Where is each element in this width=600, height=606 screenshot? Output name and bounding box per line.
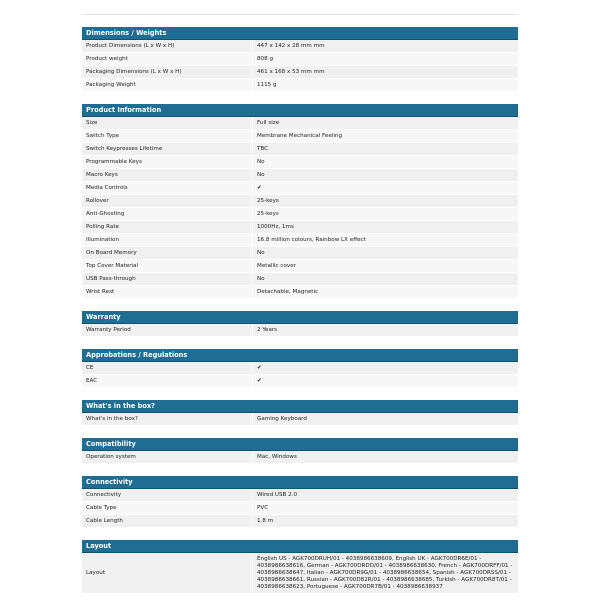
spec-label: Packaging Weight [86,81,136,88]
spec-value: PVC [252,502,518,514]
spec-value: Full size [252,117,518,129]
spec-label: Top Cover Material [86,262,139,269]
spec-row [82,130,518,143]
spec-value: 461 x 168 x 53 mm mm [252,66,518,78]
spec-label: Cable Type [86,504,117,511]
spec-row [82,182,518,195]
spec-label: Macro Keys [86,171,118,178]
spec-value: ✔ [252,375,518,387]
section-header: Compatibility [82,438,518,451]
spec-value: Gaming Keyboard [252,413,518,425]
spec-row [82,260,518,273]
spec-label: Illumination [86,236,119,243]
section-rows [82,40,518,92]
spec-value: English US - AGK700DRUH/01 - 4038986638609, English UK - AGK700DR6E/01 - 4038986638616, German - AGK700DRDD/01 - 4038986638630, French - AGK700DRFF/01 - 4038986638647, Italian - AGK700DR9G/01 - 4038986638654, Spanish - AGK700DRSS/01 - 4038986638661, Russian - AGK700D82R/01 - 4038986638685, Turkish - AGK700DR8T/01 - 4038986638623, Portuguese - AGK700DR7B/01 - 4038986638937 [252,553,518,593]
spec-label: Layout [86,569,106,576]
spec-section [82,104,518,299]
spec-value: 25-keys [252,195,518,207]
spec-label: Polling Rate [86,223,119,230]
spec-row [82,515,518,528]
spec-row [82,117,518,130]
spec-row [82,247,518,260]
spec-section [82,311,518,337]
spec-value: 808 g [252,53,518,65]
spec-value: Membrane Mechanical Feeling [252,130,518,142]
spec-row [82,40,518,53]
spec-value: Mac, Windows [252,451,518,463]
spec-row [82,53,518,66]
spec-row [82,502,518,515]
spec-value: 447 x 142 x 28 mm mm [252,40,518,52]
spec-value: Detachable, Magnetic [252,286,518,298]
spec-section [82,27,518,92]
spec-value: 1000Hz, 1ms [252,221,518,233]
spec-label: Product Dimensions (L x W x H) [86,42,175,49]
spec-sheet [82,27,518,606]
section-rows [82,553,518,594]
section-rows [82,451,518,464]
spec-label: Connectivity [86,491,122,498]
spec-row [82,451,518,464]
spec-label: Anti-Ghosting [86,210,125,217]
spec-row [82,273,518,286]
spec-label: Switch Keypresses Lifetime [86,145,163,152]
spec-value: No [252,247,518,259]
spec-row [82,286,518,299]
spec-row [82,208,518,221]
spec-row [82,489,518,502]
spec-label: What's in the box? [86,415,138,422]
section-header: What's in the box? [82,400,518,413]
section-rows [82,489,518,528]
spec-value: 16.8 million colours, Rainbow LX effect [252,234,518,246]
spec-row [82,413,518,426]
spec-value: No [252,169,518,181]
section-header: Approbations / Regulations [82,349,518,362]
spec-row [82,66,518,79]
section-header: Connectivity [82,476,518,489]
section-header: Warranty [82,311,518,324]
spec-value: 1115 g [252,79,518,91]
spec-value: 2 Years [252,324,518,336]
spec-section [82,540,518,594]
spec-value: No [252,156,518,168]
spec-label: Media Controls [86,184,128,191]
spec-section [82,400,518,426]
section-header: Layout [82,540,518,553]
spec-label: Switch Type [86,132,120,139]
spec-label: CE [86,364,94,371]
section-rows [82,413,518,426]
top-divider [82,14,518,15]
section-header: Dimensions / Weights [82,27,518,40]
section-rows [82,362,518,388]
spec-value: TBC [252,143,518,155]
spec-label: Operation system [86,453,136,460]
section-rows [82,117,518,299]
spec-value: ✔ [252,362,518,374]
spec-value: Wired USB 2.0 [252,489,518,501]
section-rows [82,324,518,337]
spec-value: ✔ [252,182,518,194]
spec-label: Product weight [86,55,128,62]
spec-row [82,234,518,247]
spec-row [82,362,518,375]
spec-row [82,79,518,92]
spec-value: 1.8 m [252,515,518,527]
spec-row [82,169,518,182]
section-header: Product Information [82,104,518,117]
spec-value: Metallic cover [252,260,518,272]
spec-section [82,349,518,388]
spec-label: Size [86,119,98,126]
spec-value: 25-keys [252,208,518,220]
spec-label: Packaging Dimensions (L x W x H) [86,68,182,75]
spec-row [82,195,518,208]
spec-label: On Board Memory [86,249,137,256]
spec-row [82,156,518,169]
spec-label: EAC [86,377,98,384]
spec-label: Programmable Keys [86,158,142,165]
spec-row [82,553,518,594]
spec-label: Wrist Rest [86,288,115,295]
spec-label: Rollover [86,197,109,204]
spec-row [82,375,518,388]
spec-label: Cable Length [86,517,123,524]
spec-row [82,324,518,337]
spec-section [82,476,518,528]
spec-row [82,143,518,156]
spec-section [82,438,518,464]
spec-label: USB Pass-through [86,275,136,282]
spec-row [82,221,518,234]
spec-value: No [252,273,518,285]
spec-label: Warranty Period [86,326,131,333]
